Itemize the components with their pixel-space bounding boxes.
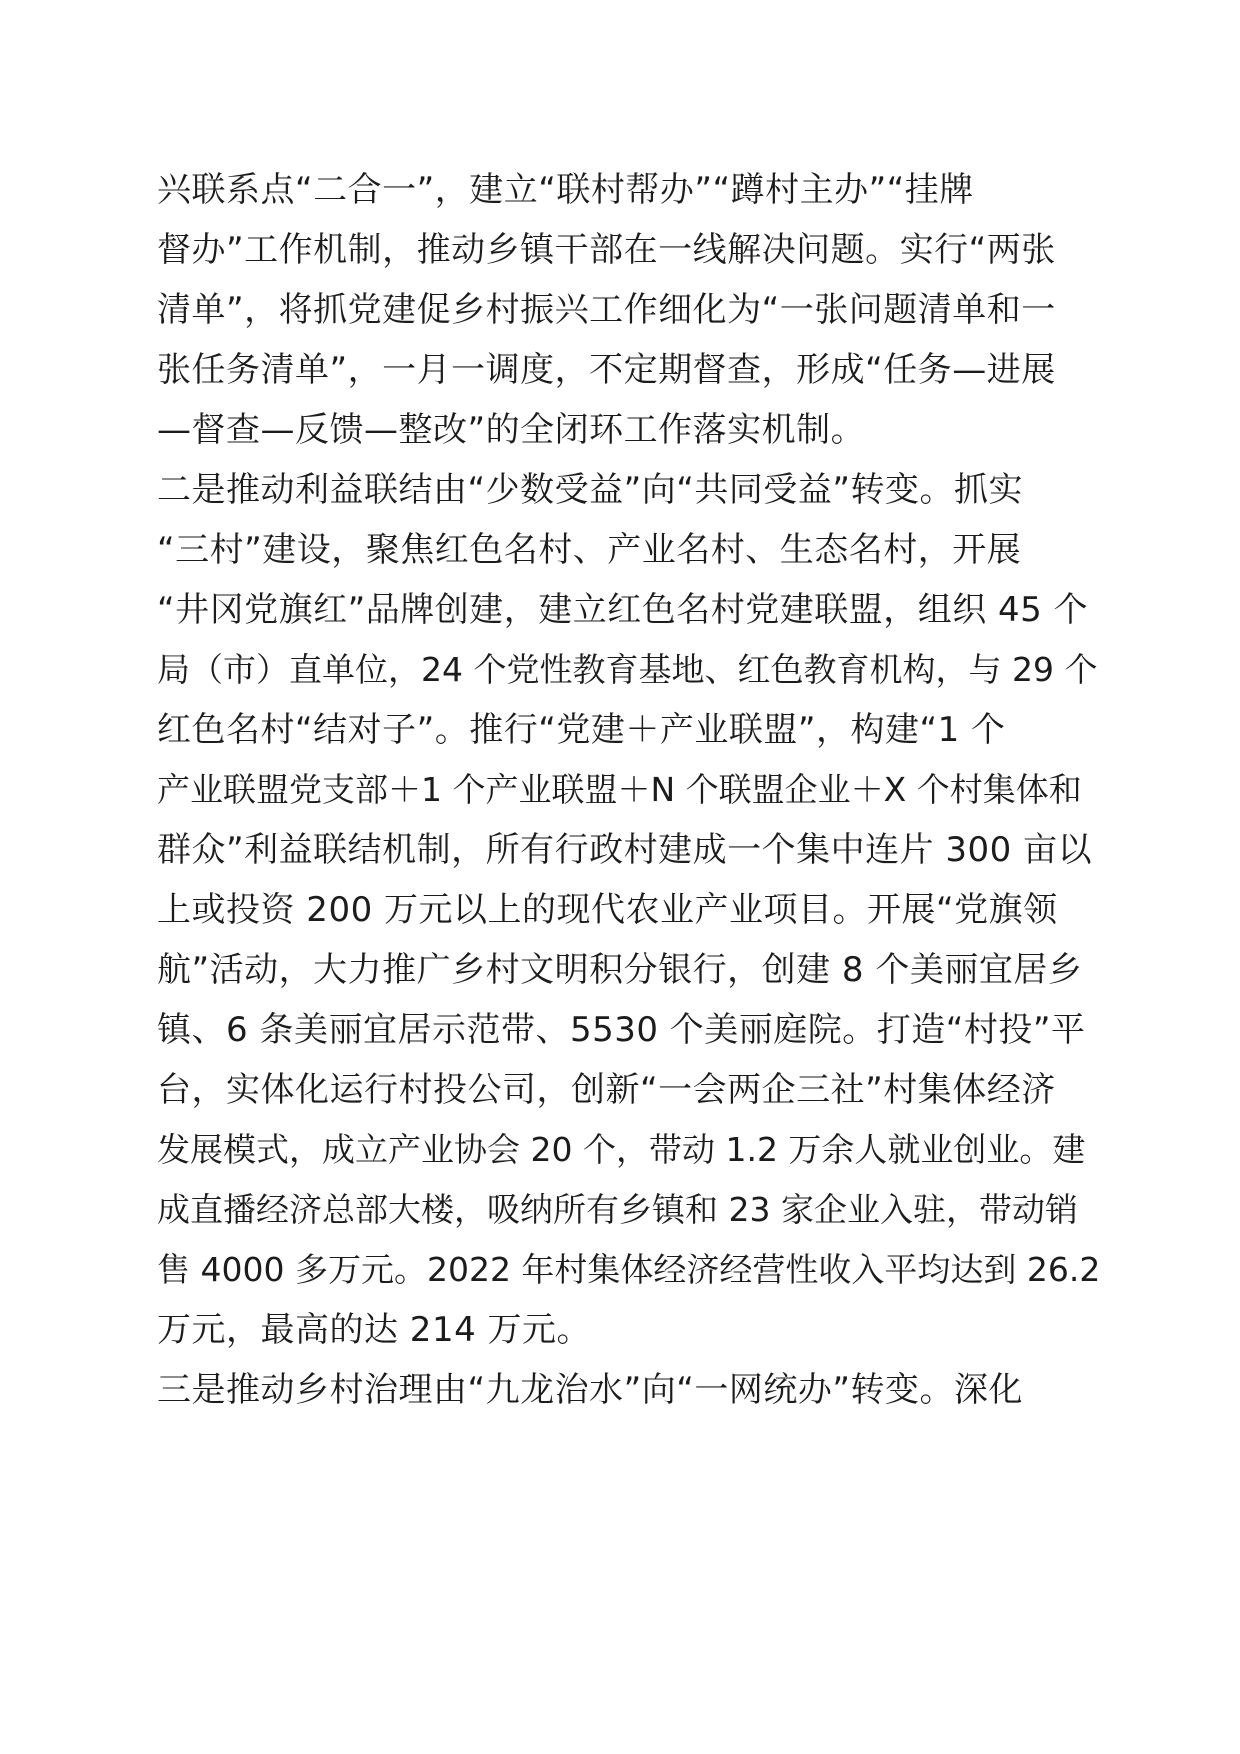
text-line: 发展模式，成立产业协会 20 个，带动 1.2 万余人就业创业。建 — [157, 1130, 1086, 1169]
text-line: 督办”工作机制，推动乡镇干部在一线解决问题。实行“两张 — [157, 230, 1056, 270]
text-line: 售 4000 多万元。2022 年村集体经济经营性收入平均达到 26.2 — [157, 1250, 1101, 1289]
text-line: 三是推动乡村治理由“九龙治水”向“一网统办”转变。深化 — [157, 1370, 1023, 1410]
text-line: 万元，最高的达 214 万元。 — [157, 1310, 592, 1350]
text-line: 镇、6 条美丽宜居示范带、5530 个美丽庭院。打造“村投”平 — [157, 1010, 1086, 1050]
text-line: 二是推动利益联结由“少数受益”向“共同受益”转变。抓实 — [157, 470, 1023, 510]
text-line: —督查—反馈—整改”的全闭环工作落实机制。 — [157, 410, 866, 450]
text-line: 台，实体化运行村投公司，创新“一会两企三社”村集体经济 — [157, 1070, 1056, 1110]
text-line: 群众”利益联结机制，所有行政村建成一个集中连片 300 亩以 — [157, 830, 1093, 870]
text-line: 局（市）直单位，24 个党性教育基地、红色教育机构，与 29 个 — [157, 650, 1098, 689]
text-line: “井冈党旗红”品牌创建，建立红色名村党建联盟，组织 45 个 — [157, 590, 1089, 630]
text-line: 航”活动，大力推广乡村文明积分银行，创建 8 个美丽宜居乡 — [157, 950, 1083, 990]
text-line: “三村”建设，聚焦红色名村、产业名村、生态名村，开展 — [157, 530, 1022, 570]
text-line: 兴联系点“二合一”，建立“联村帮办”“蹲村主办”“挂牌 — [157, 170, 974, 210]
text-line: 成直播经济总部大楼，吸纳所有乡镇和 23 家企业入驻，带动销 — [157, 1190, 1078, 1229]
text-line: 上或投资 200 万元以上的现代农业产业项目。开展“党旗领 — [157, 890, 1058, 930]
text-line: 清单”，将抓党建促乡村振兴工作细化为“一张问题清单和一 — [157, 290, 1056, 330]
text-line: 张任务清单”，一月一调度，不定期督查，形成“任务—进展 — [157, 350, 1056, 390]
text-line: 红色名村“结对子”。推行“党建＋产业联盟”，构建“1 个 — [157, 710, 1006, 750]
text-line: 产业联盟党支部＋1 个产业联盟＋N 个联盟企业＋X 个村集体和 — [157, 770, 1082, 809]
